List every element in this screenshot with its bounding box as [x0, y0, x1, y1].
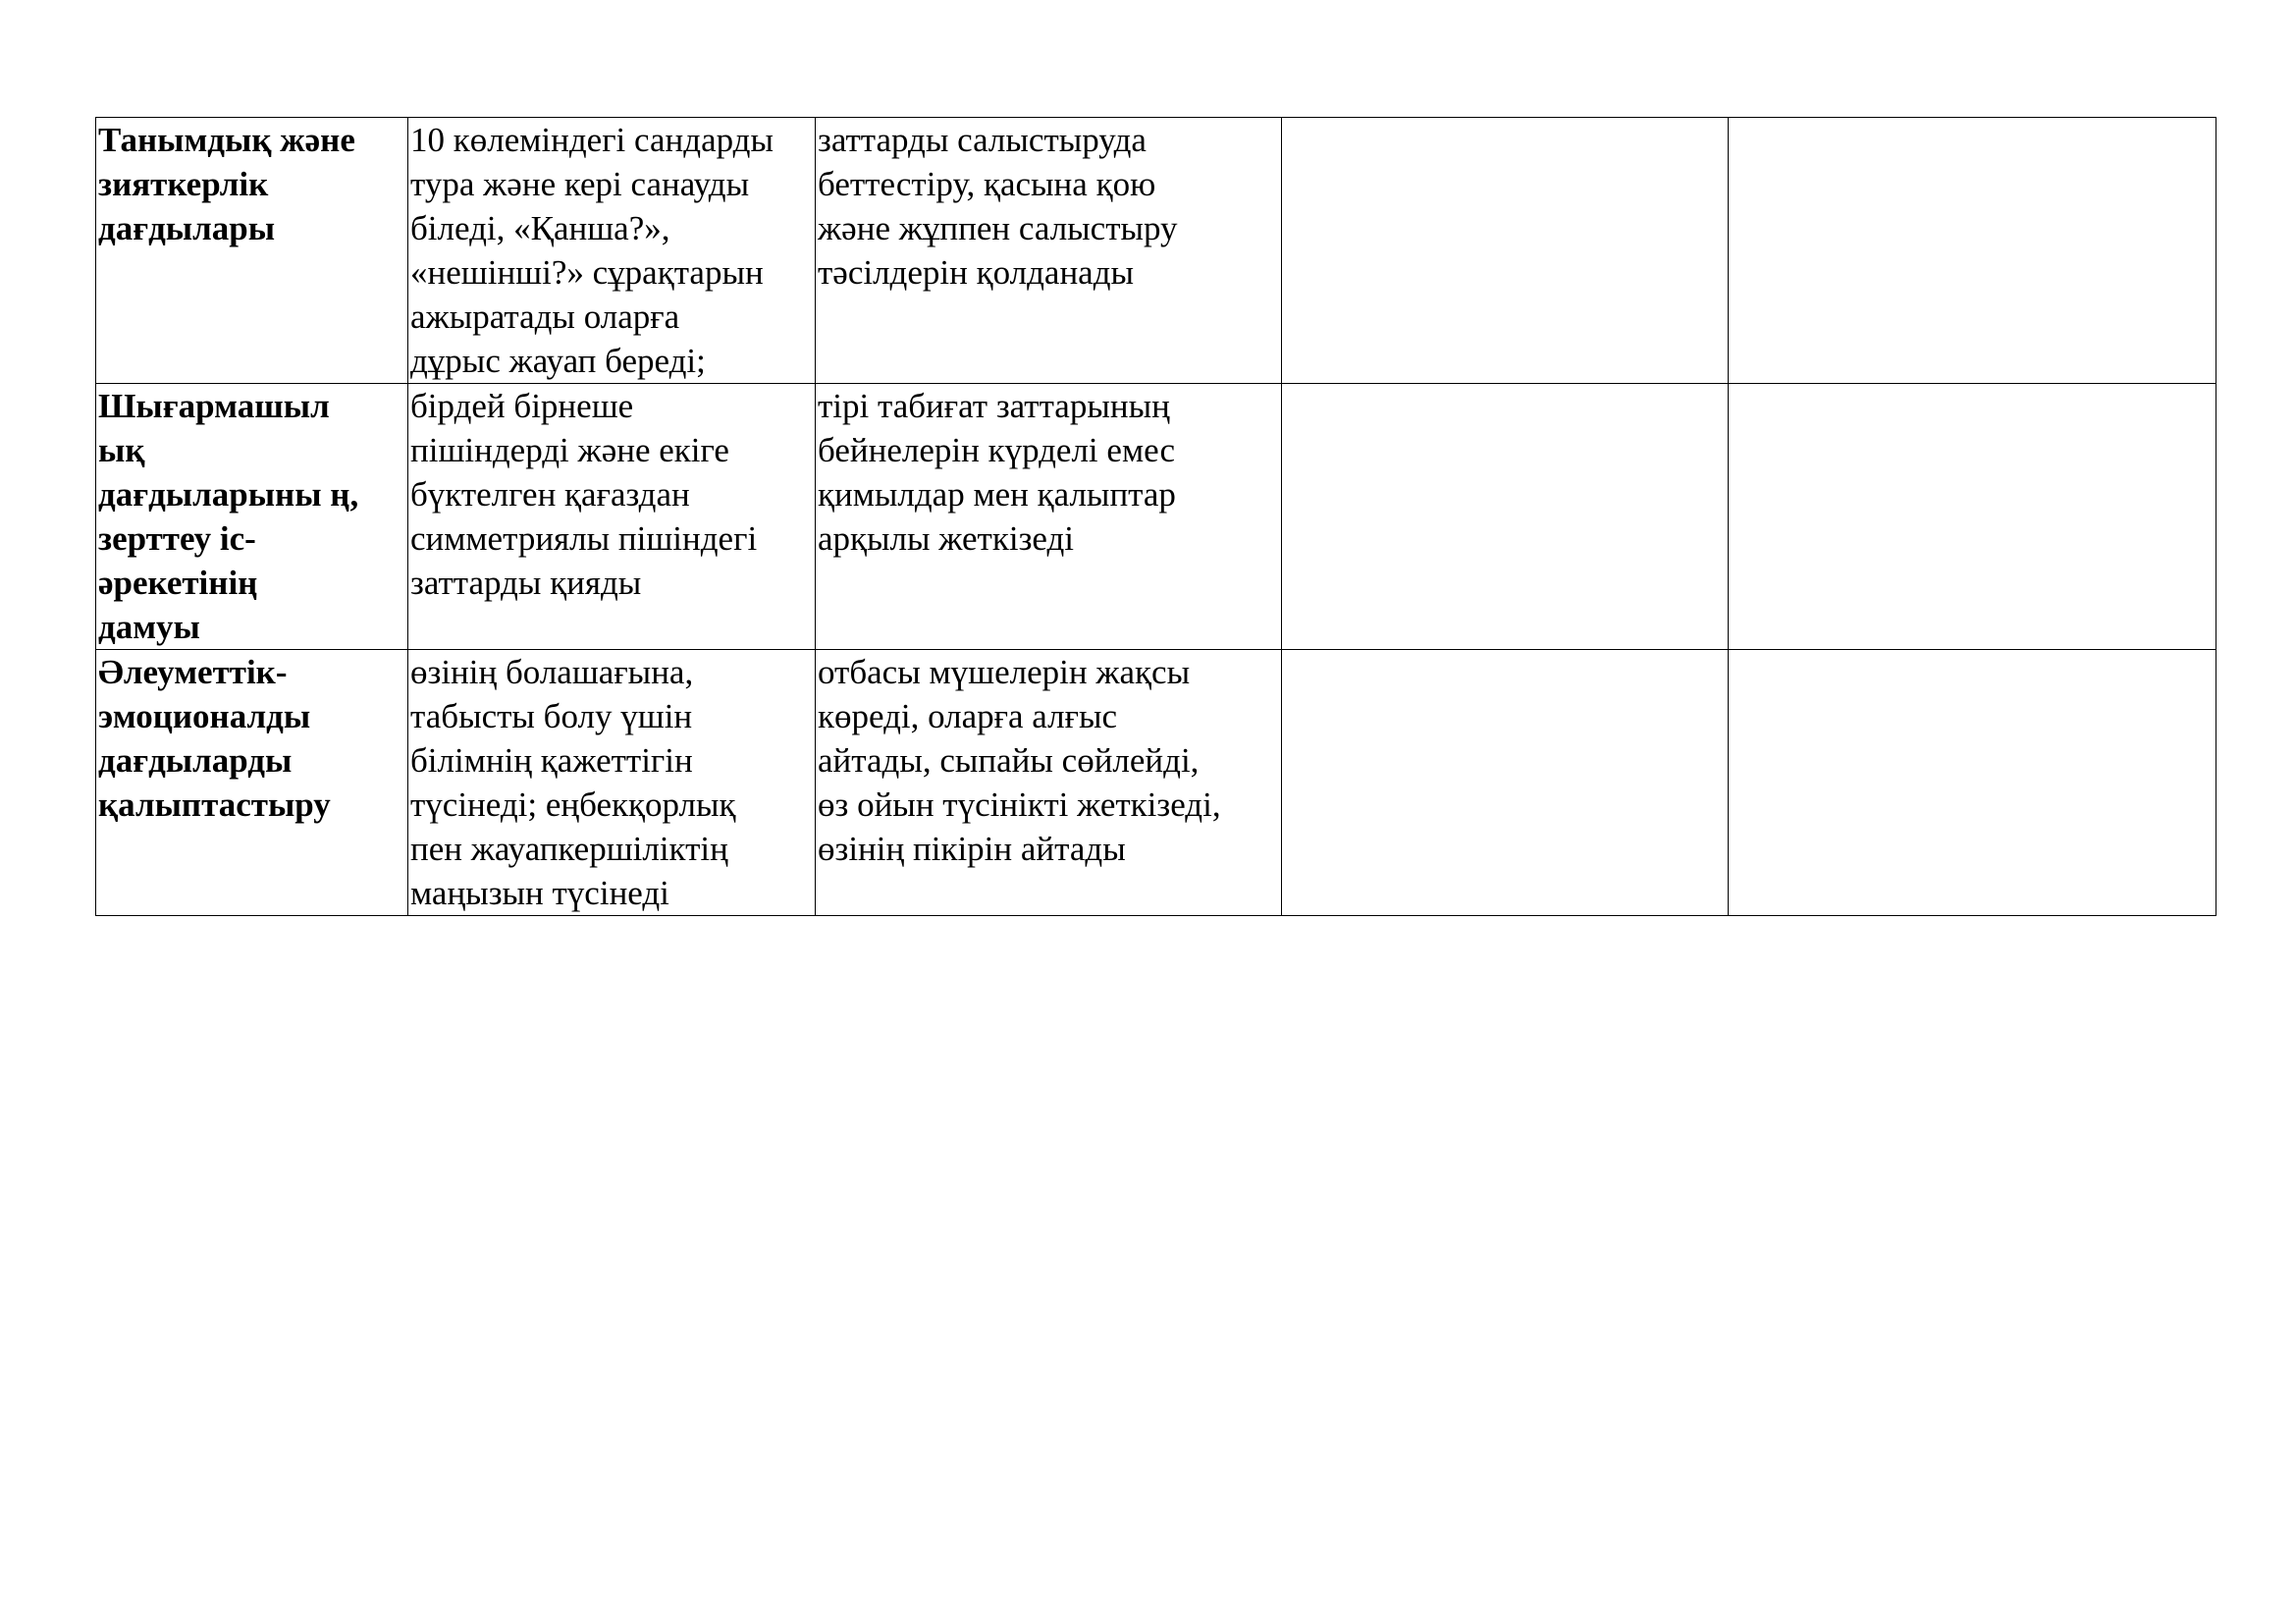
- table-row: [96, 384, 2216, 650]
- skills-table: [95, 117, 2216, 916]
- skill-area-cell: Әлеуметтік- эмоционалды дағдыларды қалыптастыру: [96, 650, 408, 916]
- empty-cell: [1282, 118, 1729, 384]
- empty-cell: [1729, 650, 2216, 916]
- skill-area-cell: Танымдық және зияткерлік дағдылары: [96, 118, 408, 384]
- empty-cell: [1282, 384, 1729, 650]
- table-cell: 10 көлеміндегі сандарды тура және кері санауды біледі, «Қанша?», «нешінші?» сұрақтарын ажыратады оларға дұрыс жауап береді;: [408, 118, 816, 384]
- table-row: [96, 118, 2216, 384]
- table-cell: отбасы мүшелерін жақсы көреді, оларға алғыс айтады, сыпайы сөйлейді, өз ойын түсінікті жеткізеді, өзінің пікірін айтады: [816, 650, 1282, 916]
- empty-cell: [1729, 118, 2216, 384]
- empty-cell: [1729, 384, 2216, 650]
- table-cell: заттарды салыстыруда беттестіру, қасына қою және жұппен салыстыру тәсілдерін қолданады: [816, 118, 1282, 384]
- table-cell: өзінің болашағына, табысты болу үшін білімнің қажеттігін түсінеді; еңбекқорлық пен жауапкершіліктің маңызын түсінеді: [408, 650, 816, 916]
- table-cell: тірі табиғат заттарының бейнелерін күрделі емес қимылдар мен қалыптар арқылы жеткізеді: [816, 384, 1282, 650]
- table-cell: бірдей бірнеше пішіндерді және екіге бүктелген қағаздан симметриялы пішіндегі заттарды қияды: [408, 384, 816, 650]
- empty-cell: [1282, 650, 1729, 916]
- table-row: [96, 650, 2216, 916]
- skill-area-cell: Шығармашыл ық дағдыларыны ң, зерттеу іс- әрекетінің дамуы: [96, 384, 408, 650]
